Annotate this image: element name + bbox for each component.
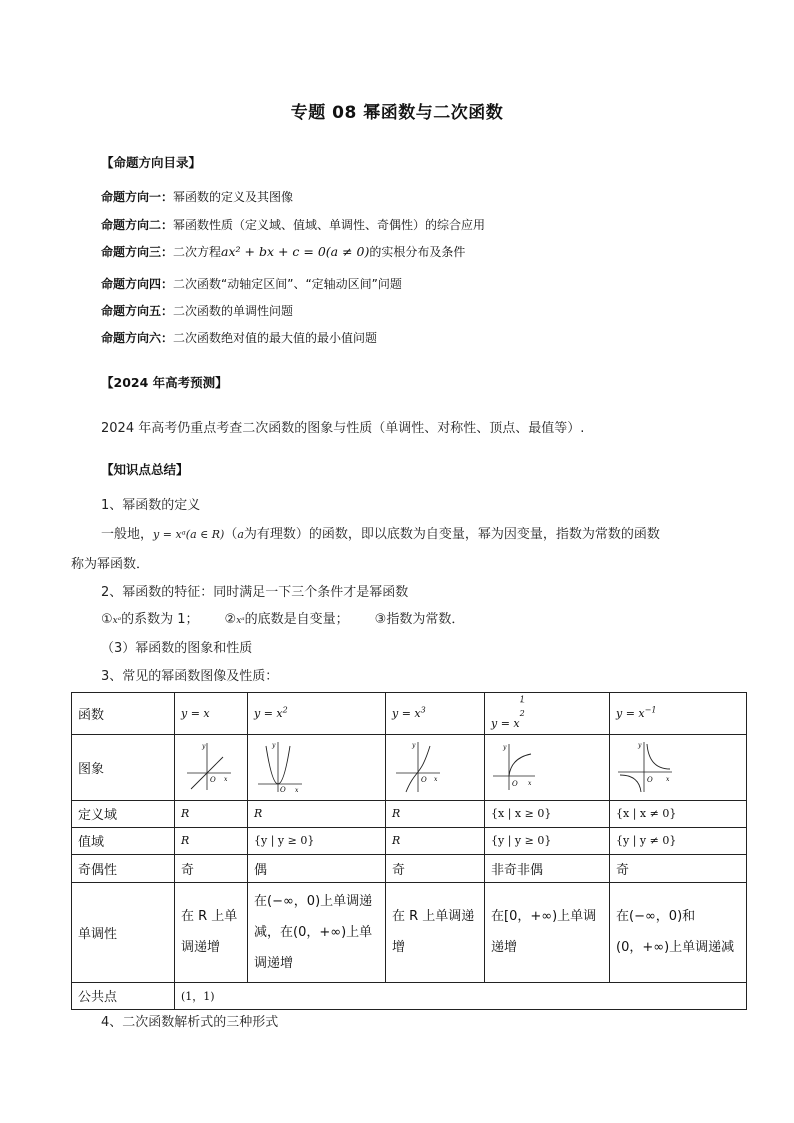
directory-item-text: 幂函数的定义及其图像 [173, 190, 294, 204]
graph-cell [175, 734, 248, 800]
parity-cell: 奇 [386, 854, 485, 882]
function-cell: $y = x^{-1}$ [610, 693, 747, 735]
svg-text:O: O [512, 780, 518, 789]
monotonic-cell: 在 R 上单调递增 [175, 882, 248, 982]
section-2-title: 2、幂函数的特征：同时满足一下三个条件才是幂函数 [101, 585, 409, 600]
graph-cell [485, 734, 610, 800]
graph-cell [386, 734, 485, 800]
svg-text:x: x [528, 780, 532, 788]
row-label: 函数 [72, 693, 175, 735]
directory-item-text: 幂函数性质（定义域、值域、单调性、奇偶性）的综合应用 [173, 218, 486, 232]
graph-y-equals-x-squared [254, 738, 310, 796]
svg-text:y: y [503, 744, 507, 752]
forecast-text: 2024 年高考仍重点考查二次函数的图象与性质（单调性、对称性、顶点、最值等）. [101, 421, 585, 436]
directory-item-label: 命题方向四： [101, 277, 174, 291]
svg-text:x: x [295, 787, 299, 795]
graph-y-equals-x [181, 738, 237, 796]
text-fragment: ③指数为常数． [374, 612, 465, 627]
function-cell: $y = x^{1 ‾ 2}$ [485, 693, 610, 735]
directory-item-6 [101, 329, 377, 346]
directory-item-text: 的实根分布及条件 [369, 245, 466, 259]
directory-item-label: 命题方向五： [101, 304, 174, 318]
section-3-title: 3、常见的幂函数图像及性质： [101, 669, 279, 684]
svg-text:y: y [202, 743, 206, 751]
svg-text:O: O [210, 776, 216, 785]
svg-text:y: y [272, 742, 276, 750]
directory-item-text: 二次函数绝对值的最大值的最小值问题 [173, 331, 378, 345]
domain-cell: R [175, 800, 248, 827]
svg-text:x: x [224, 776, 228, 784]
text-fragment: ② [224, 612, 237, 627]
table-row-common-point [72, 982, 747, 1009]
quadratic-equation: ax² + bx + c = 0(a ≠ 0) [221, 244, 370, 259]
svg-text:O: O [280, 786, 286, 795]
svg-text:x: x [666, 776, 670, 784]
directory-item-5 [101, 302, 293, 319]
text-fragment: 一般地， [101, 527, 154, 542]
power-function-table [71, 692, 747, 1010]
text-fragment: 的系数为 1； [121, 612, 199, 627]
text-fragment: ① [101, 612, 113, 627]
parity-cell: 非奇非偶 [485, 854, 610, 882]
common-point-cell: (1，1) [175, 982, 747, 1009]
graph-cell [610, 734, 747, 800]
text-fragment: （ [224, 527, 238, 542]
directory-item-1 [101, 188, 293, 205]
section-2-conditions [101, 608, 464, 627]
domain-cell: R [386, 800, 485, 827]
graph-y-equals-x-cubed [392, 738, 448, 796]
table-row-function [72, 693, 747, 735]
monotonic-cell: 在(−∞，0)和(0，+∞)上单调递减 [610, 882, 747, 982]
alpha-symbol: a [237, 528, 244, 541]
section-1-title: 1、幂函数的定义 [101, 498, 201, 513]
range-cell: {y | y ≥ 0} [485, 827, 610, 854]
range-cell: R [175, 827, 248, 854]
row-label: 定义域 [72, 800, 175, 827]
x-alpha-symbol: xᵃ [112, 616, 122, 626]
row-label: 公共点 [72, 982, 175, 1009]
knowledge-header: 【知识点总结】 [101, 462, 189, 477]
x-alpha-symbol: xᵃ [236, 616, 245, 626]
function-cell: y = x [175, 693, 248, 735]
directory-item-label: 命题方向六： [101, 331, 174, 345]
monotonic-cell: 在 R 上单调递增 [386, 882, 485, 982]
directory-item-label: 命题方向三： [101, 245, 174, 259]
table-row-monotonic [72, 882, 747, 982]
range-cell: {y | y ≥ 0} [248, 827, 386, 854]
row-label: 单调性 [72, 882, 175, 982]
table-row-domain [72, 800, 747, 827]
row-label: 奇偶性 [72, 854, 175, 882]
parity-cell: 奇 [175, 854, 248, 882]
directory-item-text: 二次函数的单调性问题 [173, 304, 294, 318]
range-cell: R [386, 827, 485, 854]
directory-item-text: 二次方程 [173, 245, 222, 259]
table-row-range [72, 827, 747, 854]
directory-item-3 [101, 243, 465, 260]
graph-y-equals-x-inverse [616, 738, 680, 796]
svg-text:y: y [412, 742, 416, 750]
text-fragment: 为有理数）的函数，即以底数为自变量，幂为因变量，指数为常数的函数 [243, 527, 660, 542]
directory-item-4 [101, 275, 402, 292]
directory-item-label: 命题方向二： [101, 218, 174, 232]
section-1-line-2: 称为幂函数． [71, 557, 150, 572]
domain-cell: {x | x ≠ 0} [610, 800, 747, 827]
range-cell: {y | y ≠ 0} [610, 827, 747, 854]
monotonic-cell: 在(−∞，0)上单调递减，在(0，+∞)上单调递增 [248, 882, 386, 982]
function-cell: $y = x^3$ [386, 693, 485, 735]
svg-text:x: x [434, 776, 438, 784]
forecast-header: 【2024 年高考预测】 [101, 375, 228, 390]
graph-cell [248, 734, 386, 800]
parity-cell: 奇 [610, 854, 747, 882]
domain-cell: R [248, 800, 386, 827]
svg-text:O: O [421, 776, 427, 785]
parity-cell: 偶 [248, 854, 386, 882]
section-1-line-1 [101, 523, 660, 542]
row-label: 图象 [72, 734, 175, 800]
directory-item-text: 二次函数“动轴定区间”、“定轴动区间”问题 [173, 277, 402, 291]
directory-header: 【命题方向目录】 [101, 155, 202, 170]
svg-text:O: O [647, 776, 653, 785]
monotonic-cell: 在[0，+∞)上单调递增 [485, 882, 610, 982]
page-title: 专题 08 幂函数与二次函数 [290, 103, 504, 123]
section-2-subtitle: （3）幂函数的图象和性质 [101, 641, 253, 656]
text-fragment: 的底数是自变量； [244, 612, 349, 627]
table-row-parity [72, 854, 747, 882]
table-row-graph [72, 734, 747, 800]
domain-cell: {x | x ≥ 0} [485, 800, 610, 827]
section-4-title: 4、二次函数解析式的三种形式 [101, 1015, 279, 1030]
function-cell: $y = x^2$ [248, 693, 386, 735]
row-label: 值域 [72, 827, 175, 854]
graph-y-equals-sqrt-x [491, 738, 547, 796]
power-function-formula: y = xᵃ(a ∈ R) [153, 528, 225, 541]
svg-text:y: y [638, 742, 642, 750]
directory-item-2 [101, 216, 485, 233]
directory-item-label: 命题方向一： [101, 190, 174, 204]
